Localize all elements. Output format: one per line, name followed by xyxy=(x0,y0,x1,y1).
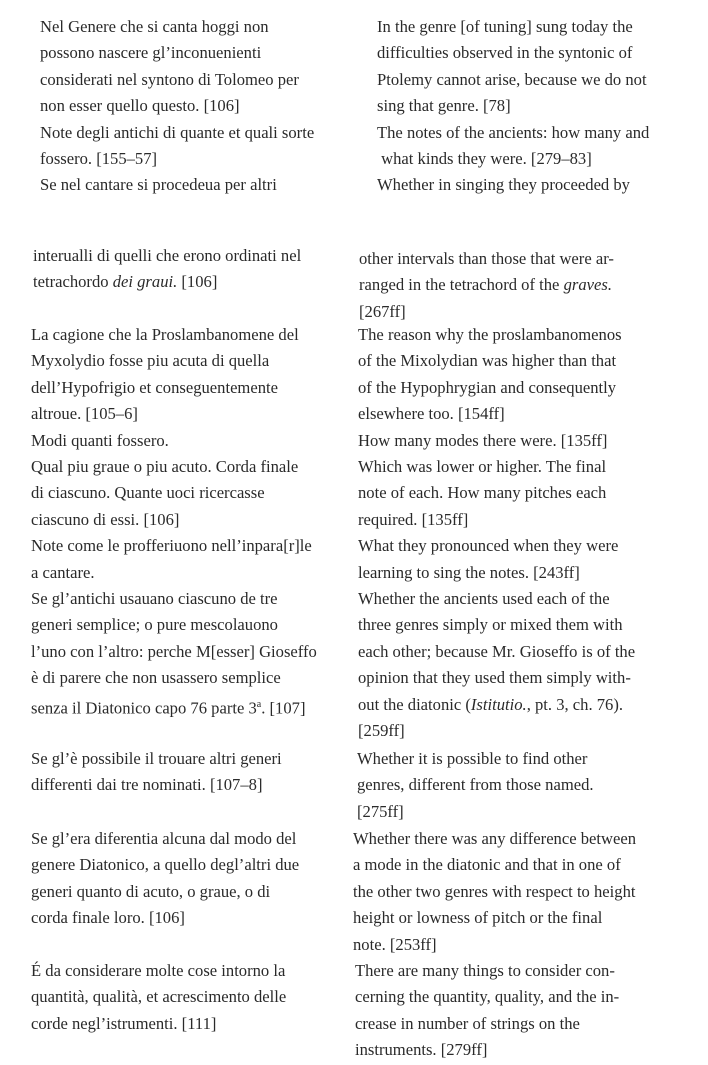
right-block-6 xyxy=(355,958,619,1064)
text-line: a cantare. xyxy=(31,562,95,582)
text-line: tetrachordo dei graui. [106] xyxy=(33,272,218,292)
text-line: of the Mixolydian was higher than that xyxy=(358,351,617,371)
text-line: generi semplice; o pure mescolauono xyxy=(31,615,278,635)
left-block-4 xyxy=(31,746,282,799)
text-line: genres, different from those named. xyxy=(357,775,594,795)
text-line: differenti dai tre nominati. [107–8] xyxy=(31,775,263,795)
text-line: di ciascuno. Quante uoci ricercasse xyxy=(31,483,265,503)
right-block-3 xyxy=(358,322,635,745)
text-line: note. [253ff] xyxy=(353,934,437,954)
text-line: Whether there was any difference between xyxy=(353,829,637,848)
text-line: Myxolydio fosse piu acuta di quella xyxy=(31,351,270,371)
text-line: l’uno con l’altro: perche M[esser] Gioseffo xyxy=(31,641,317,661)
text-line: required. [135ff] xyxy=(358,509,469,529)
text-line: the other two genres with respect to height xyxy=(353,881,636,901)
italic-term: graves. xyxy=(563,275,612,295)
text-line: Qual piu graue o piu acuto. Corda finale xyxy=(31,457,299,477)
text-line: What they pronounced when they were xyxy=(358,536,619,556)
text-line: dell’Hypofrigio et conseguentemente xyxy=(31,377,278,397)
text-line: Whether in singing they proceeded by xyxy=(377,175,630,195)
text-line: other intervals than those that were ar- xyxy=(359,249,614,268)
left-block-2 xyxy=(33,243,301,296)
text-line: Nel Genere che si canta hoggi non xyxy=(40,17,269,36)
left-block-3 xyxy=(31,322,317,722)
text-line: The notes of the ancients: how many and xyxy=(377,122,650,142)
text-line: note of each. How many pitches each xyxy=(358,483,607,503)
right-block-2 xyxy=(359,246,614,325)
text-line: sing that genre. [78] xyxy=(377,96,511,116)
text-line: non esser quello questo. [106] xyxy=(40,96,240,116)
italic-term: dei graui. xyxy=(112,272,178,292)
text-line: senza il Diatonico capo 76 parte 3$^a$. [107] xyxy=(31,698,306,718)
text-line: difficulties observed in the syntonic of xyxy=(377,43,633,63)
text-line: ranged in the tetrachord of the graves. xyxy=(359,275,612,295)
text-line: corde negl’istrumenti. [111] xyxy=(31,1013,217,1033)
text-line: instruments. [279ff] xyxy=(355,1040,488,1060)
text-line: Se gl’antichi usauano ciascuno de tre xyxy=(31,589,278,609)
text-line: generi quanto di acuto, o graue, o di xyxy=(31,881,271,901)
text-line: a mode in the diatonic and that in one of xyxy=(353,855,621,875)
text-line: crease in number of strings on the xyxy=(355,1013,580,1033)
right-block-1 xyxy=(377,14,649,199)
text-line: interualli di quelli che erono ordinati nel xyxy=(33,246,302,265)
left-block-6 xyxy=(31,958,286,1037)
text-line: Modi quanti fossero. xyxy=(31,430,169,450)
text-line: Se gl’era diferentia alcuna dal modo del xyxy=(31,829,297,848)
text-line: Note come le profferiuono nell’inpara[r]le xyxy=(31,536,312,556)
text-line: altroue. [105–6] xyxy=(31,404,138,424)
text-line: of the Hypophrygian and consequently xyxy=(358,377,617,397)
text-line: considerati nel syntono di Tolomeo per xyxy=(40,69,299,89)
text-line: La cagione che la Proslambanomene del xyxy=(31,325,299,344)
left-block-5 xyxy=(31,826,299,932)
text-line: height or lowness of pitch or the final xyxy=(353,908,603,928)
text-line: [259ff] xyxy=(358,721,405,741)
text-line: Note degli antichi di quante et quali sorte xyxy=(40,122,315,142)
text-line: [267ff] xyxy=(359,301,406,321)
text-line: Which was lower or higher. The final xyxy=(358,457,607,477)
text-line: opinion that they used them simply with- xyxy=(358,668,631,688)
text-line: Whether it is possible to find other xyxy=(357,749,588,768)
text-line: Se gl’è possibile il trouare altri generi xyxy=(31,749,282,768)
text-line: There are many things to consider con- xyxy=(355,961,615,980)
text-line: genere Diatonico, a quello degl’altri due xyxy=(31,855,300,875)
text-line: Se nel cantare si procedeua per altri xyxy=(40,175,277,195)
right-block-4 xyxy=(357,746,594,825)
text-line: The reason why the proslambanomenos xyxy=(358,325,622,344)
text-line: learning to sing the notes. [243ff] xyxy=(358,562,580,582)
text-line: ciascuno di essi. [106] xyxy=(31,509,180,529)
superscript: a xyxy=(256,698,262,710)
text-line: possono nascere gl’inconuenienti xyxy=(40,43,262,63)
right-block-5 xyxy=(353,826,636,958)
italic-term: Istitutio. xyxy=(470,694,527,714)
text-line: three genres simply or mixed them with xyxy=(358,615,623,635)
text-line: [275ff] xyxy=(357,801,404,821)
text-line: è di parere che non usassero semplice xyxy=(31,668,281,688)
text-line: quantità, qualità, et acrescimento delle xyxy=(31,987,287,1007)
text-line: elsewhere too. [154ff] xyxy=(358,404,505,424)
text-line: É da considerare molte cose intorno la xyxy=(31,961,286,980)
text-line: each other; because Mr. Gioseffo is of the xyxy=(358,641,636,661)
text-line: In the genre [of tuning] sung today the xyxy=(377,17,633,36)
text-line: cerning the quantity, quality, and the in- xyxy=(355,987,620,1007)
text-line: Ptolemy cannot arise, because we do not xyxy=(377,69,647,89)
text-line: what kinds they were. [279–83] xyxy=(377,149,592,169)
left-block-1 xyxy=(40,14,314,199)
text-line: Whether the ancients used each of the xyxy=(358,589,610,609)
text-line: corda finale loro. [106] xyxy=(31,908,185,928)
text-line: out the diatonic (Istitutio., pt. 3, ch. 76). xyxy=(358,694,624,714)
text-line: fossero. [155–57] xyxy=(40,149,158,169)
text-line: How many modes there were. [135ff] xyxy=(358,430,608,450)
